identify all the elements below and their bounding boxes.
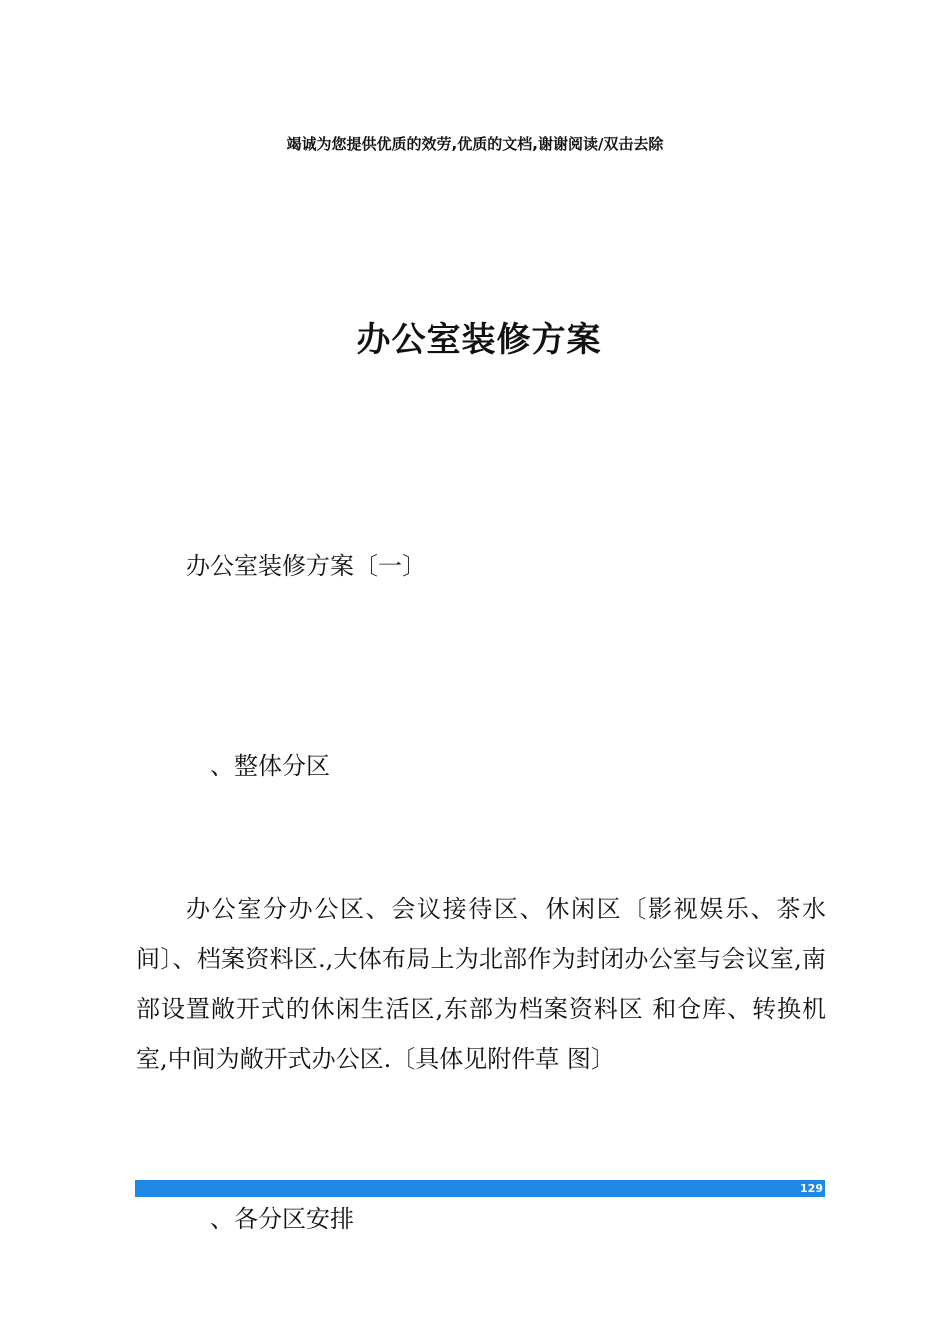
section-heading-overall-zoning: 、整体分区 — [210, 752, 330, 780]
section-heading-zone-arrangement: 、各分区安排 — [210, 1205, 354, 1233]
document-title: 办公室装修方案 — [356, 320, 602, 360]
header-note: 竭诚为您提供优质的效劳,优质的文档,谢谢阅读/双击去除 — [286, 135, 664, 153]
footer-bar — [135, 1180, 825, 1197]
document-subtitle: 办公室装修方案〔一〕 — [186, 552, 426, 580]
page-number: 129 — [800, 1182, 823, 1195]
section-body-paragraph: 办公室分办公区、会议接待区、休闲区〔影视娱乐、茶水间〕、档案资料区.,大体布局上为北部作为封闭办公室与会议室,南部设置敞开式的休闲生活区,东部为档案资料区 和仓库、转换机室,中间为敞开式办公区.〔具体见附件草 图〕 — [136, 895, 826, 1073]
